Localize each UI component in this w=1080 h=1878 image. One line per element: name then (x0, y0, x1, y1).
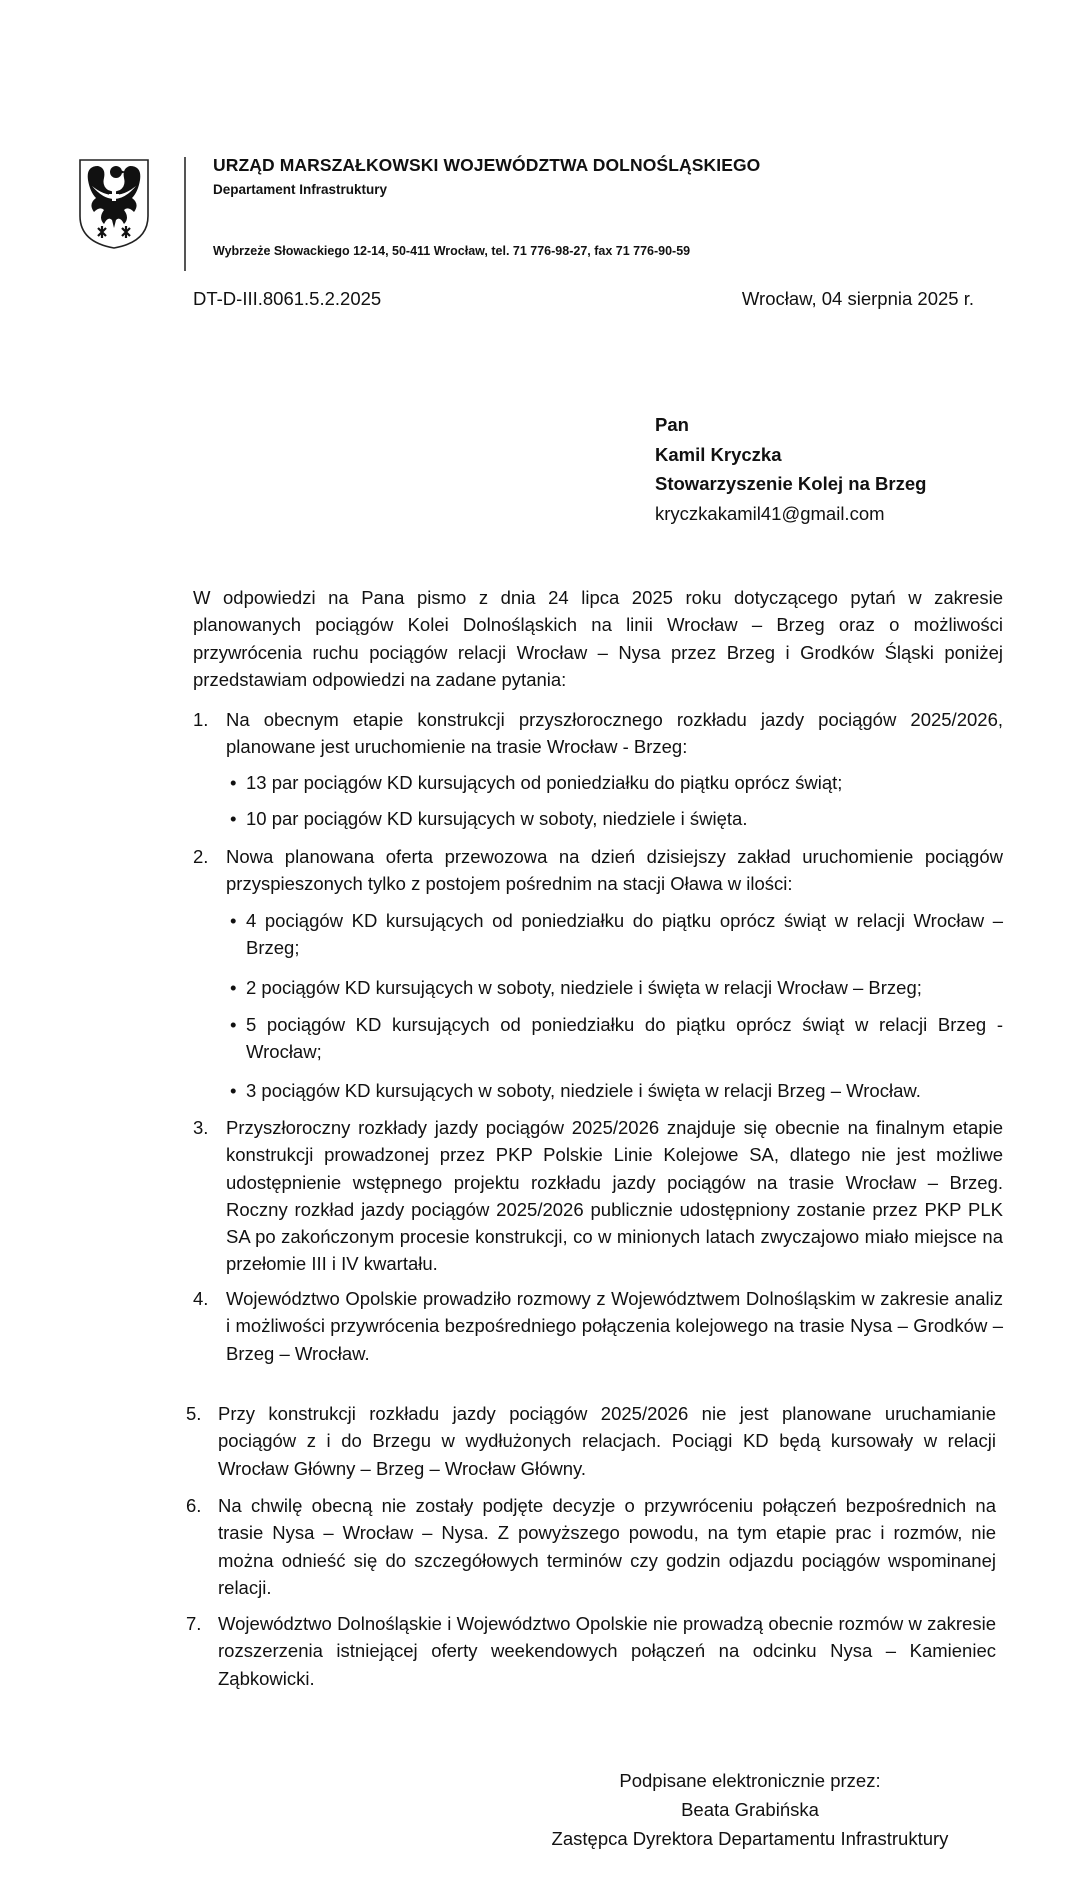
recipient-name: Kamil Kryczka (655, 443, 782, 465)
bullet-icon: • (230, 1014, 237, 1035)
bullet-icon: • (230, 772, 237, 793)
answer-text: Przy konstrukcji rozkładu jazdy pociągów 2025/2026 nie jest planowane uruchamianie pociągów z i do Brzegu w wydłużonych relacjach. Pociągi KD będą kursowały w relacji Wrocław Główny – Brzeg – Wrocław Główny. (218, 1403, 996, 1479)
lower-silesia-crest-icon (78, 158, 150, 250)
place-date: Wrocław, 04 sierpnia 2025 r. (741, 288, 974, 309)
answer-text: Województwo Dolnośląskie i Województwo Opolskie nie prowadzą obecnie rozmów w zakresie rozszerzenia istniejącej oferty weekendowych połączeń na odcinku Nysa – Kamieniec Ząbkowicki. (218, 1613, 996, 1689)
bullet-text: 2 pociągów KD kursujących w soboty, niedziele i święta w relacji Wrocław – Brzeg; (246, 977, 922, 998)
bullet-text: 13 par pociągów KD kursujących od poniedziałku do piątku oprócz świąt; (246, 772, 843, 793)
recipient-salutation: Pan (655, 414, 689, 435)
signer-name: Beata Grabińska (681, 1799, 819, 1820)
bullet-text: 3 pociągów KD kursujących w soboty, niedziele i święta w relacji Brzeg – Wrocław. (246, 1080, 921, 1101)
intro-paragraph: W odpowiedzi na Pana pismo z dnia 24 lipca 2025 roku dotyczącego pytań w zakresie planowanych pociągów Kolei Dolnośląskich na linii Wrocław – Brzeg oraz o możliwości przywrócenia ruchu pociągów relacji Wrocław – Nysa przez Brzeg i Grodków Śląski poniżej przedstawiam odpowiedzi na zadane pytania: (193, 587, 1003, 690)
recipient-email: kryczkakamil41@gmail.com (655, 502, 885, 524)
bullet-text: 4 pociągów KD kursujących od poniedziałku do piątku oprócz świąt w relacji Wrocław – Brzeg; (246, 910, 1003, 959)
bullet-icon: • (230, 1080, 237, 1101)
department-name: Departament Infrastruktury (213, 182, 388, 197)
bullet-icon: • (230, 808, 237, 829)
bullet-icon: • (230, 910, 237, 931)
answer-text: Przyszłoroczny rozkłady jazdy pociągów 2025/2026 znajduje się obecnie na finalnym etapie konstrukcji prowadzonej przez PKP Polskie Linie Kolejowe SA, dlatego nie jest możliwe udostępnienie wstępnego projektu rozkładu jazdy pociągów na trasie Wrocław – Brzeg. Roczny rozkład jazdy pociągów 2025/2026 publicznie udostępniony zostanie przez PKP PLK SA po zakończonym procesie konstrukcji, co w minionych latach zwyczajowo miało miejsce na przełomie III i IV kwartału. (226, 1117, 1003, 1275)
signer-position: Zastępca Dyrektora Departamentu Infrastruktury (551, 1828, 949, 1849)
recipient-organization: Stowarzyszenie Kolej na Brzeg (655, 473, 927, 494)
recipient-block (655, 410, 926, 528)
signature-block (500, 1766, 1000, 1853)
answer-number: 5. (186, 1403, 202, 1424)
answer-number: 6. (186, 1495, 202, 1516)
signature-label: Podpisane elektronicznie przez: (619, 1770, 881, 1791)
bullet-text: 10 par pociągów KD kursujących w soboty, niedziele i święta. (246, 808, 748, 829)
organization-name: URZĄD MARSZAŁKOWSKI WOJEWÓDZTWA DOLNOŚLĄSKIEGO (213, 155, 761, 175)
answer-number: 2. (193, 846, 209, 867)
bullet-text: 5 pociągów KD kursujących od poniedziałku do piątku oprócz świąt w relacji Brzeg - Wrocław; (246, 1014, 1003, 1063)
header-divider (184, 157, 186, 271)
answer-number: 4. (193, 1288, 209, 1309)
answer-text: Na chwilę obecną nie zostały podjęte decyzje o przywróceniu połączeń bezpośrednich na trasie Nysa – Wrocław – Nysa. Z powyższego powodu, na tym etapie prac i rozmów, nie można odnieść się do szczegółowych terminów czy godzin odjazdu pociągów wspominanej relacji. (218, 1495, 996, 1598)
reference-number: DT-D-III.8061.5.2.2025 (193, 288, 382, 309)
answer-number: 1. (193, 709, 209, 730)
organization-address: Wybrzeże Słowackiego 12-14, 50-411 Wrocław, tel. 71 776-98-27, fax 71 776-90-59 (213, 244, 691, 258)
answer-text: Na obecnym etapie konstrukcji przyszłorocznego rozkładu jazdy pociągów 2025/2026, planowane jest uruchomienie na trasie Wrocław - Brzeg: (226, 709, 1003, 758)
answer-number: 3. (193, 1117, 209, 1138)
answer-number: 7. (186, 1613, 202, 1634)
bullet-icon: • (230, 977, 237, 998)
answer-text: Nowa planowana oferta przewozowa na dzień dzisiejszy zakład uruchomienie pociągów przyspieszonych tylko z postojem pośrednim na stacji Oława w ilości: (226, 846, 1003, 895)
answer-text: Województwo Opolskie prowadziło rozmowy z Województwem Dolnośląskim w zakresie analiz i możliwości przywrócenia bezpośredniego połączenia kolejowego na trasie Nysa – Grodków – Brzeg – Wrocław. (226, 1288, 1003, 1364)
